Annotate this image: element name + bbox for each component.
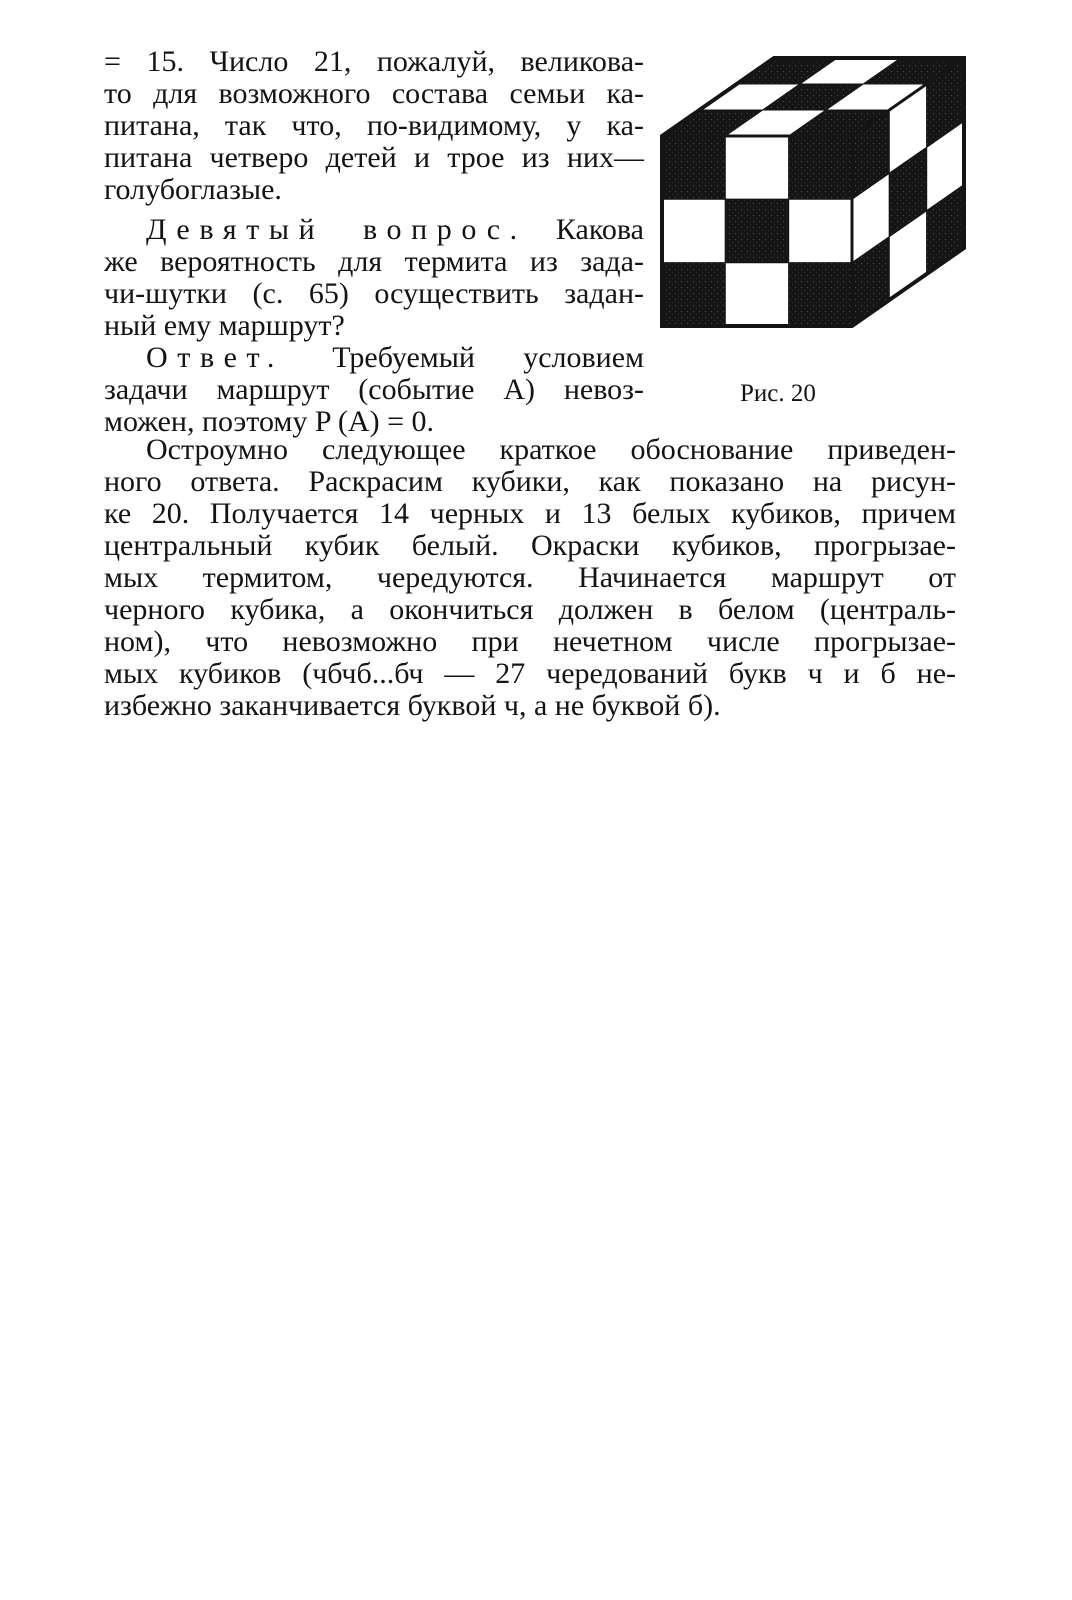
cube-front-square: [789, 263, 852, 326]
left-column-text: [104, 46, 644, 438]
text-line: чи-шутки (с. 65) осуществить задан-: [104, 277, 644, 310]
answer-first-rest: Требуемый условием: [332, 341, 644, 374]
text-line: можен, поэтому P (A) = 0.: [104, 405, 434, 438]
text-line: избежно заканчивается буквой ч, а не буквой б).: [104, 689, 721, 722]
cube-front-square: [725, 136, 788, 199]
cube-front-face: [662, 136, 852, 326]
answer-first-line: [104, 342, 644, 374]
text-line: задачи маршрут (событие A) невоз-: [104, 373, 644, 406]
cube-front-square: [725, 263, 788, 326]
text-line: мых термитом, чередуются. Начинается маршрут от: [104, 561, 956, 594]
cube-front-square: [662, 136, 725, 199]
text-line: черного кубика, а окончиться должен в белом (централь-: [104, 593, 956, 626]
text-line: = 15. Число 21, пожалуй, великова-: [104, 45, 644, 78]
text-line: мых кубиков (чбчб...бч — 27 чередований букв ч и б не-: [104, 657, 956, 690]
text-line: ке 20. Получается 14 черных и 13 белых кубиков, причем: [104, 497, 956, 530]
full-width-paragraph: [104, 434, 956, 722]
text-line: ный ему маршрут?: [104, 309, 345, 342]
text-line: ного ответа. Раскрасим кубики, как показано на рисун-: [104, 465, 956, 498]
question-heading: Девятый вопрос.: [146, 213, 527, 246]
text-line: же вероятность для термита из зада-: [104, 245, 644, 278]
text-line: питана четверо детей и трое из них—: [104, 141, 644, 174]
text-line: голубоглазые.: [104, 173, 282, 206]
figure-caption: Рис. 20: [740, 380, 816, 407]
cube-front-square: [725, 199, 788, 262]
cube-front-square: [789, 199, 852, 262]
cube-front-square: [662, 199, 725, 262]
cube-front-square: [789, 136, 852, 199]
text-line: Остроумно следующее краткое обоснование приведен-: [146, 433, 956, 466]
cube-front-square: [662, 263, 725, 326]
checkered-cube-figure: [656, 52, 972, 366]
text-line: ном), что невозможно при нечетном числе прогрызае-: [104, 625, 956, 658]
answer-heading: Ответ.: [146, 341, 285, 374]
question-first-rest: Какова: [555, 213, 644, 246]
text-line: питана, так что, по-видимому, у ка-: [104, 109, 644, 142]
text-line: то для возможного состава семьи ка-: [104, 77, 644, 110]
text-line: центральный кубик белый. Окраски кубиков, прогрызае-: [104, 529, 956, 562]
question-first-line: [104, 214, 644, 246]
